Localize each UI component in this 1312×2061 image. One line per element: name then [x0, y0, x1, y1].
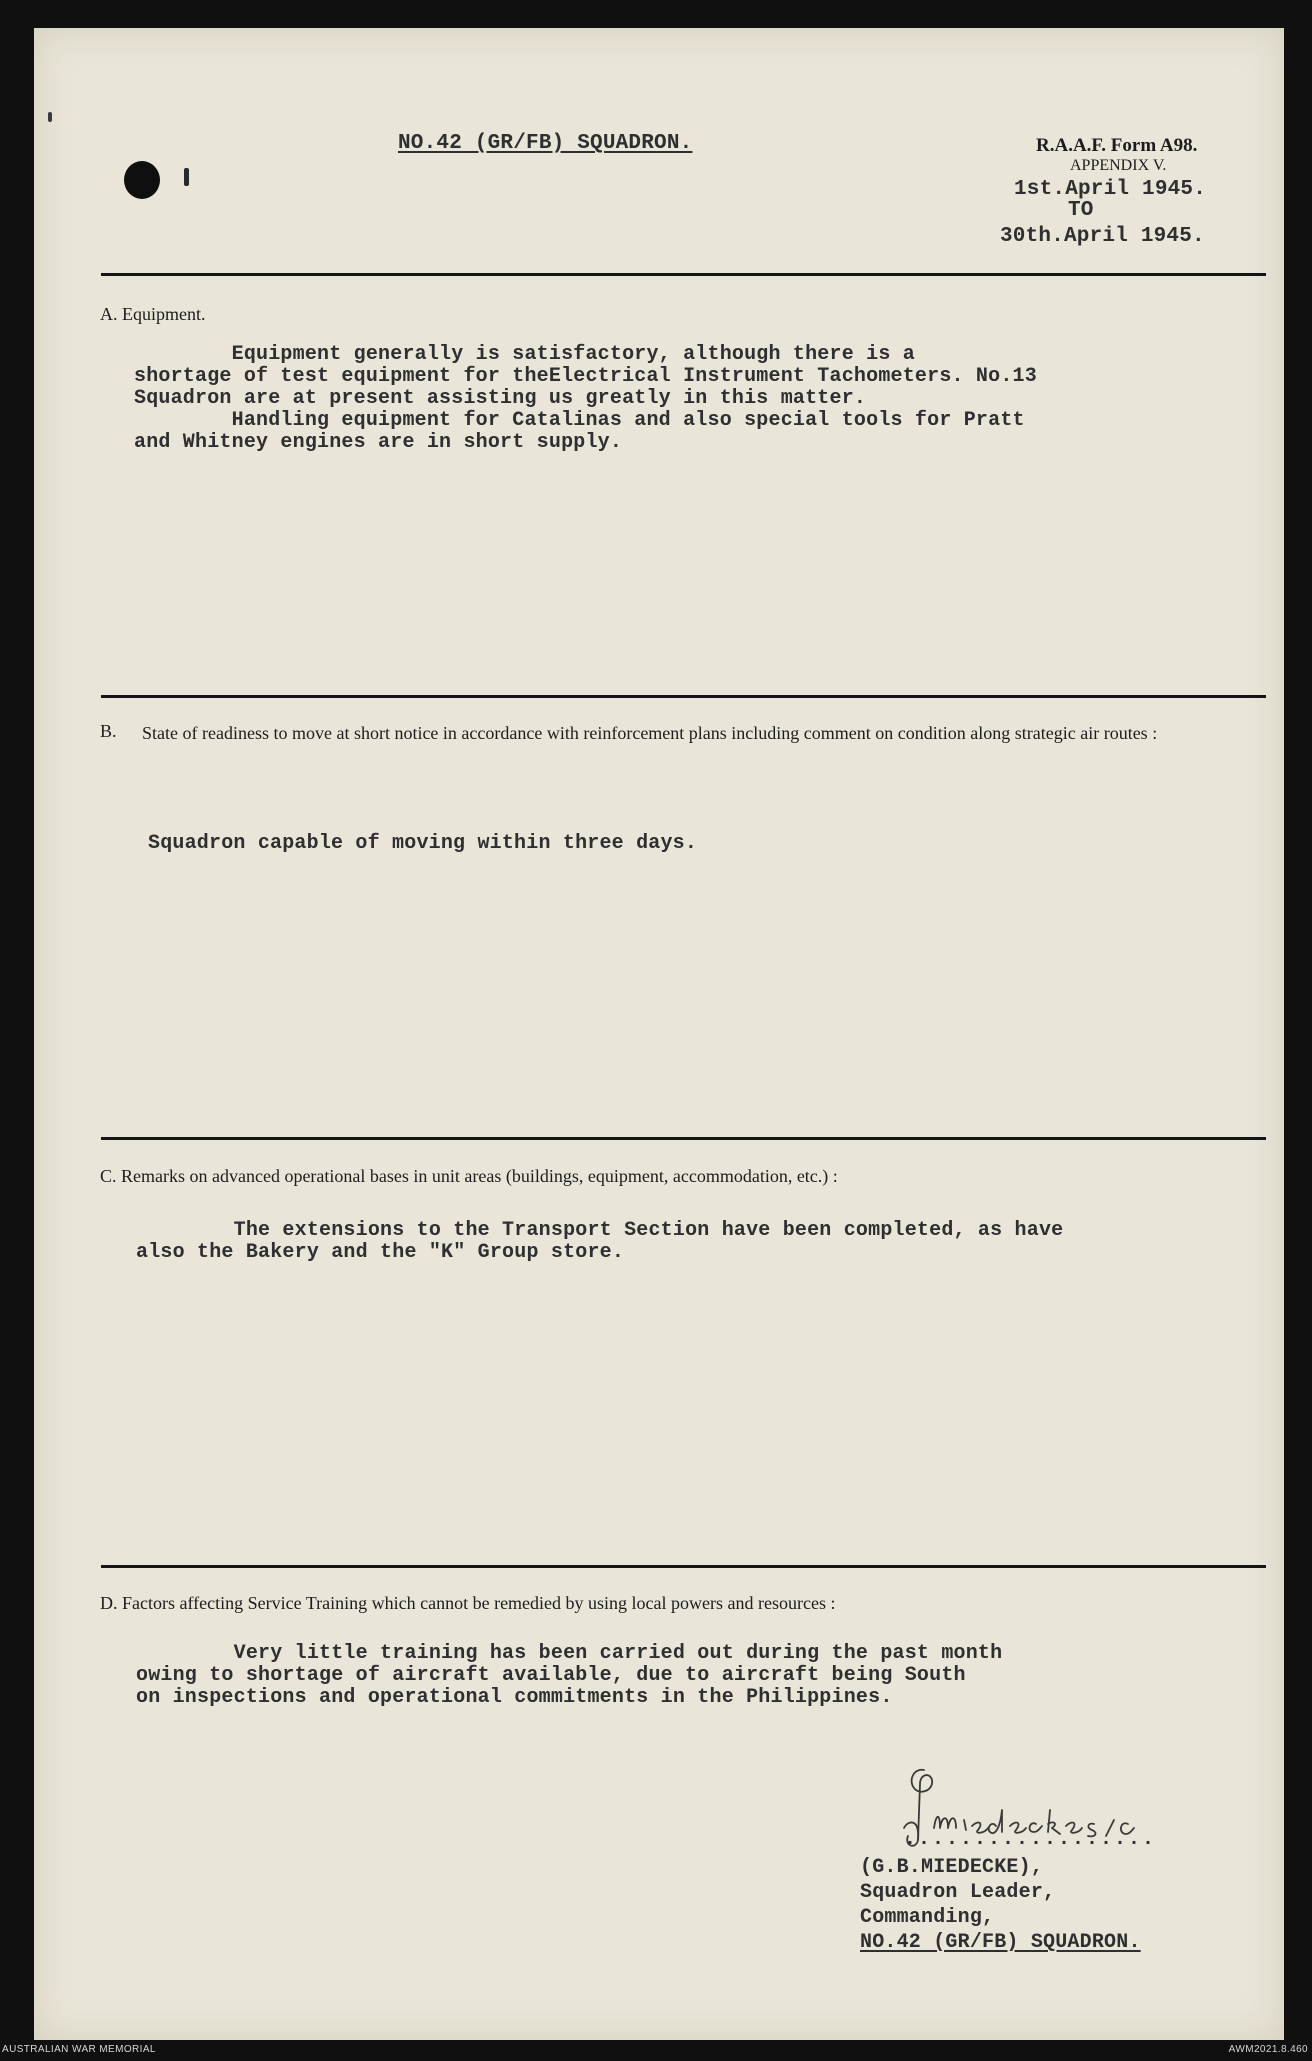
divider: [101, 1137, 1266, 1140]
section-b-heading: State of readiness to move at short notice in accordance with reinforcement plans including comment on condition along strategic air routes :: [142, 723, 1158, 743]
date-from: 1st.April 1945.: [1014, 178, 1207, 201]
section-a-line: Squadron are at present assisting us greatly in this matter.: [134, 387, 867, 410]
section-d-line: owing to shortage of aircraft available, due to aircraft being South: [136, 1664, 966, 1687]
section-a-line: Equipment generally is satisfactory, although there is a: [134, 343, 915, 366]
section-d-line: on inspections and operational commitments in the Philippines.: [136, 1686, 893, 1709]
section-a-line: Handling equipment for Catalinas and also special tools for Pratt: [134, 409, 1025, 432]
divider: [101, 695, 1266, 698]
signature-dots: ..................: [904, 1828, 1157, 1851]
divider: [101, 1565, 1266, 1568]
section-a-line: shortage of test equipment for theElectrical Instrument Tachometers. No.13: [134, 365, 1037, 388]
divider: [101, 273, 1266, 276]
section-d-heading: D. Factors affecting Service Training which cannot be remedied by using local powers and resources :: [100, 1593, 836, 1613]
unit-title: NO.42 (GR/FB) SQUADRON.: [398, 132, 693, 155]
signatory-rank: Squadron Leader,: [860, 1881, 1056, 1904]
section-d-line: Very little training has been carried out during the past month: [136, 1642, 1003, 1665]
section-a-heading: A. Equipment.: [100, 304, 206, 324]
staple-mark: [184, 168, 189, 186]
section-c-line: The extensions to the Transport Section have been completed, as have: [136, 1219, 1064, 1242]
signatory-name: (G.B.MIEDECKE),: [860, 1856, 1044, 1879]
signatory-role: Commanding,: [860, 1906, 995, 1929]
section-c-line: also the Bakery and the "K" Group store.: [136, 1241, 625, 1264]
section-a-line: and Whitney engines are in short supply.: [134, 431, 623, 454]
section-b-text: Squadron capable of moving within three days.: [148, 832, 698, 855]
form-name: R.A.A.F. Form A98.: [1036, 135, 1198, 156]
appendix-label: APPENDIX V.: [1070, 157, 1167, 174]
section-b-letter: B.: [100, 721, 117, 741]
document-page: [34, 28, 1284, 2040]
date-to: 30th.April 1945.: [1000, 225, 1205, 248]
footer-reference: AWM2021.8.460: [1228, 2044, 1308, 2055]
staple-mark: [48, 112, 52, 122]
signatory-unit: NO.42 (GR/FB) SQUADRON.: [860, 1931, 1141, 1954]
section-c-heading: C. Remarks on advanced operational bases in unit areas (buildings, equipment, accommodation, etc.) :: [100, 1166, 838, 1186]
punch-hole: [124, 161, 160, 199]
date-to-word: TO: [1068, 199, 1094, 222]
footer-credit: AUSTRALIAN WAR MEMORIAL: [2, 2044, 156, 2055]
